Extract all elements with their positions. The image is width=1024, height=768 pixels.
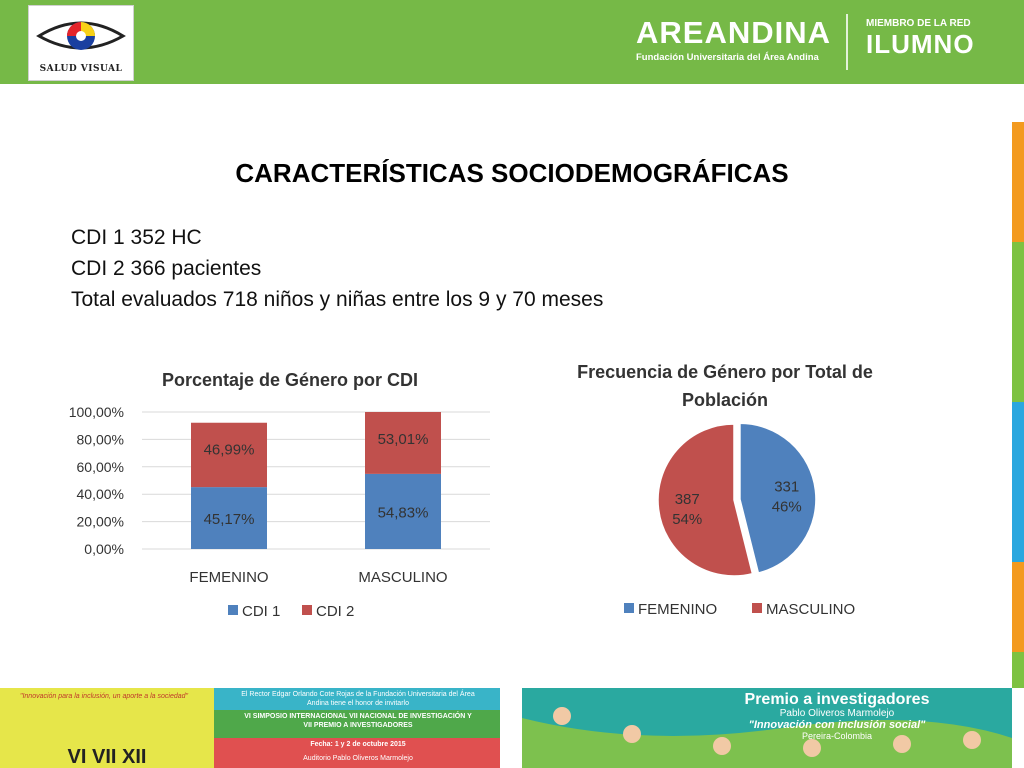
event-banner-right xyxy=(522,688,1012,768)
event-banner-left xyxy=(0,688,500,768)
legend-swatch-masculino xyxy=(752,603,762,613)
pie-percent-label: 54% xyxy=(672,510,703,528)
legend-label: CDI 2 xyxy=(316,603,355,620)
banner-award-slogan: "Innovación con inclusión social" xyxy=(748,719,926,731)
bar-data-label: 45,17% xyxy=(203,511,255,529)
y-tick-label: 20,00% xyxy=(76,513,124,530)
banner-award-city: Pereira-Colombia xyxy=(801,731,873,741)
legend-label: MASCULINO xyxy=(766,601,856,618)
legend-swatch-femenino xyxy=(624,603,634,613)
x-tick-label: MASCULINO xyxy=(358,569,448,586)
banner-event: VI SIMPOSIO INTERNACIONAL VII NACIONAL DE INVESTIGACIÓN Y VII PREMIO A INVESTIGADORES xyxy=(244,713,472,729)
slide-title: CARACTERÍSTICAS SOCIODEMOGRÁFICAS xyxy=(235,158,789,188)
banner-roman: VI VII XII xyxy=(67,746,147,768)
x-tick-label: FEMENINO xyxy=(189,569,269,586)
banner-invite: El Rector Edgar Orlando Cote Rojas de la Fundación Universitaria del Área Andina tiene el honor de invitarlo xyxy=(241,691,475,707)
legend-label: CDI 1 xyxy=(242,603,281,620)
legend-swatch-cdi-2 xyxy=(302,605,312,615)
pie-title-line-1: Frecuencia de Género por Total de xyxy=(577,362,873,382)
banner-place: Auditorio Pablo Oliveros Marmolejo xyxy=(303,755,413,762)
network-label: MIEMBRO DE LA RED xyxy=(866,18,971,29)
brand-name: AREANDINA xyxy=(636,15,831,50)
bar-data-label: 54,83% xyxy=(377,504,429,522)
pie-percent-label: 46% xyxy=(771,498,802,516)
y-tick-label: 0,00% xyxy=(84,541,124,557)
y-tick-label: 40,00% xyxy=(76,486,124,503)
banner-award-title: Premio a investigadores xyxy=(744,691,930,708)
y-tick-label: 100,00% xyxy=(68,404,124,420)
pie-title-line-2: Población xyxy=(681,390,768,410)
banner-quote: "Innovación para la inclusión, un aporte a la sociedad" xyxy=(19,693,189,700)
info-line-total: Total evaluados 718 niños y niñas entre los 9 y 70 meses xyxy=(71,288,604,311)
banner-date: Fecha: 1 y 2 de octubre 2015 xyxy=(310,741,406,748)
side-bar-green-2 xyxy=(1012,652,1024,688)
pie-value-label: 387 xyxy=(674,490,700,508)
banner-award-name: Pablo Oliveros Marmolejo xyxy=(779,708,895,719)
info-line-cdi2: CDI 2 366 pacientes xyxy=(71,257,262,280)
bar-data-label: 46,99% xyxy=(203,441,255,459)
pie-slice-masculino xyxy=(658,424,752,576)
pie-value-label: 331 xyxy=(774,478,800,496)
bar-data-label: 53,01% xyxy=(377,431,429,448)
network-name: ILUMNO xyxy=(866,29,975,59)
bar-chart-title: Porcentaje de Género por CDI xyxy=(161,370,419,390)
brand-subtitle: Fundación Universitaria del Área Andina xyxy=(636,52,819,63)
legend-label: FEMENINO xyxy=(638,601,718,618)
y-tick-label: 80,00% xyxy=(76,431,124,448)
logo-caption: SALUD VISUAL xyxy=(39,64,123,74)
y-tick-label: 60,00% xyxy=(76,458,124,475)
legend-swatch-cdi-1 xyxy=(228,605,238,615)
info-line-cdi1: CDI 1 352 HC xyxy=(71,226,202,249)
